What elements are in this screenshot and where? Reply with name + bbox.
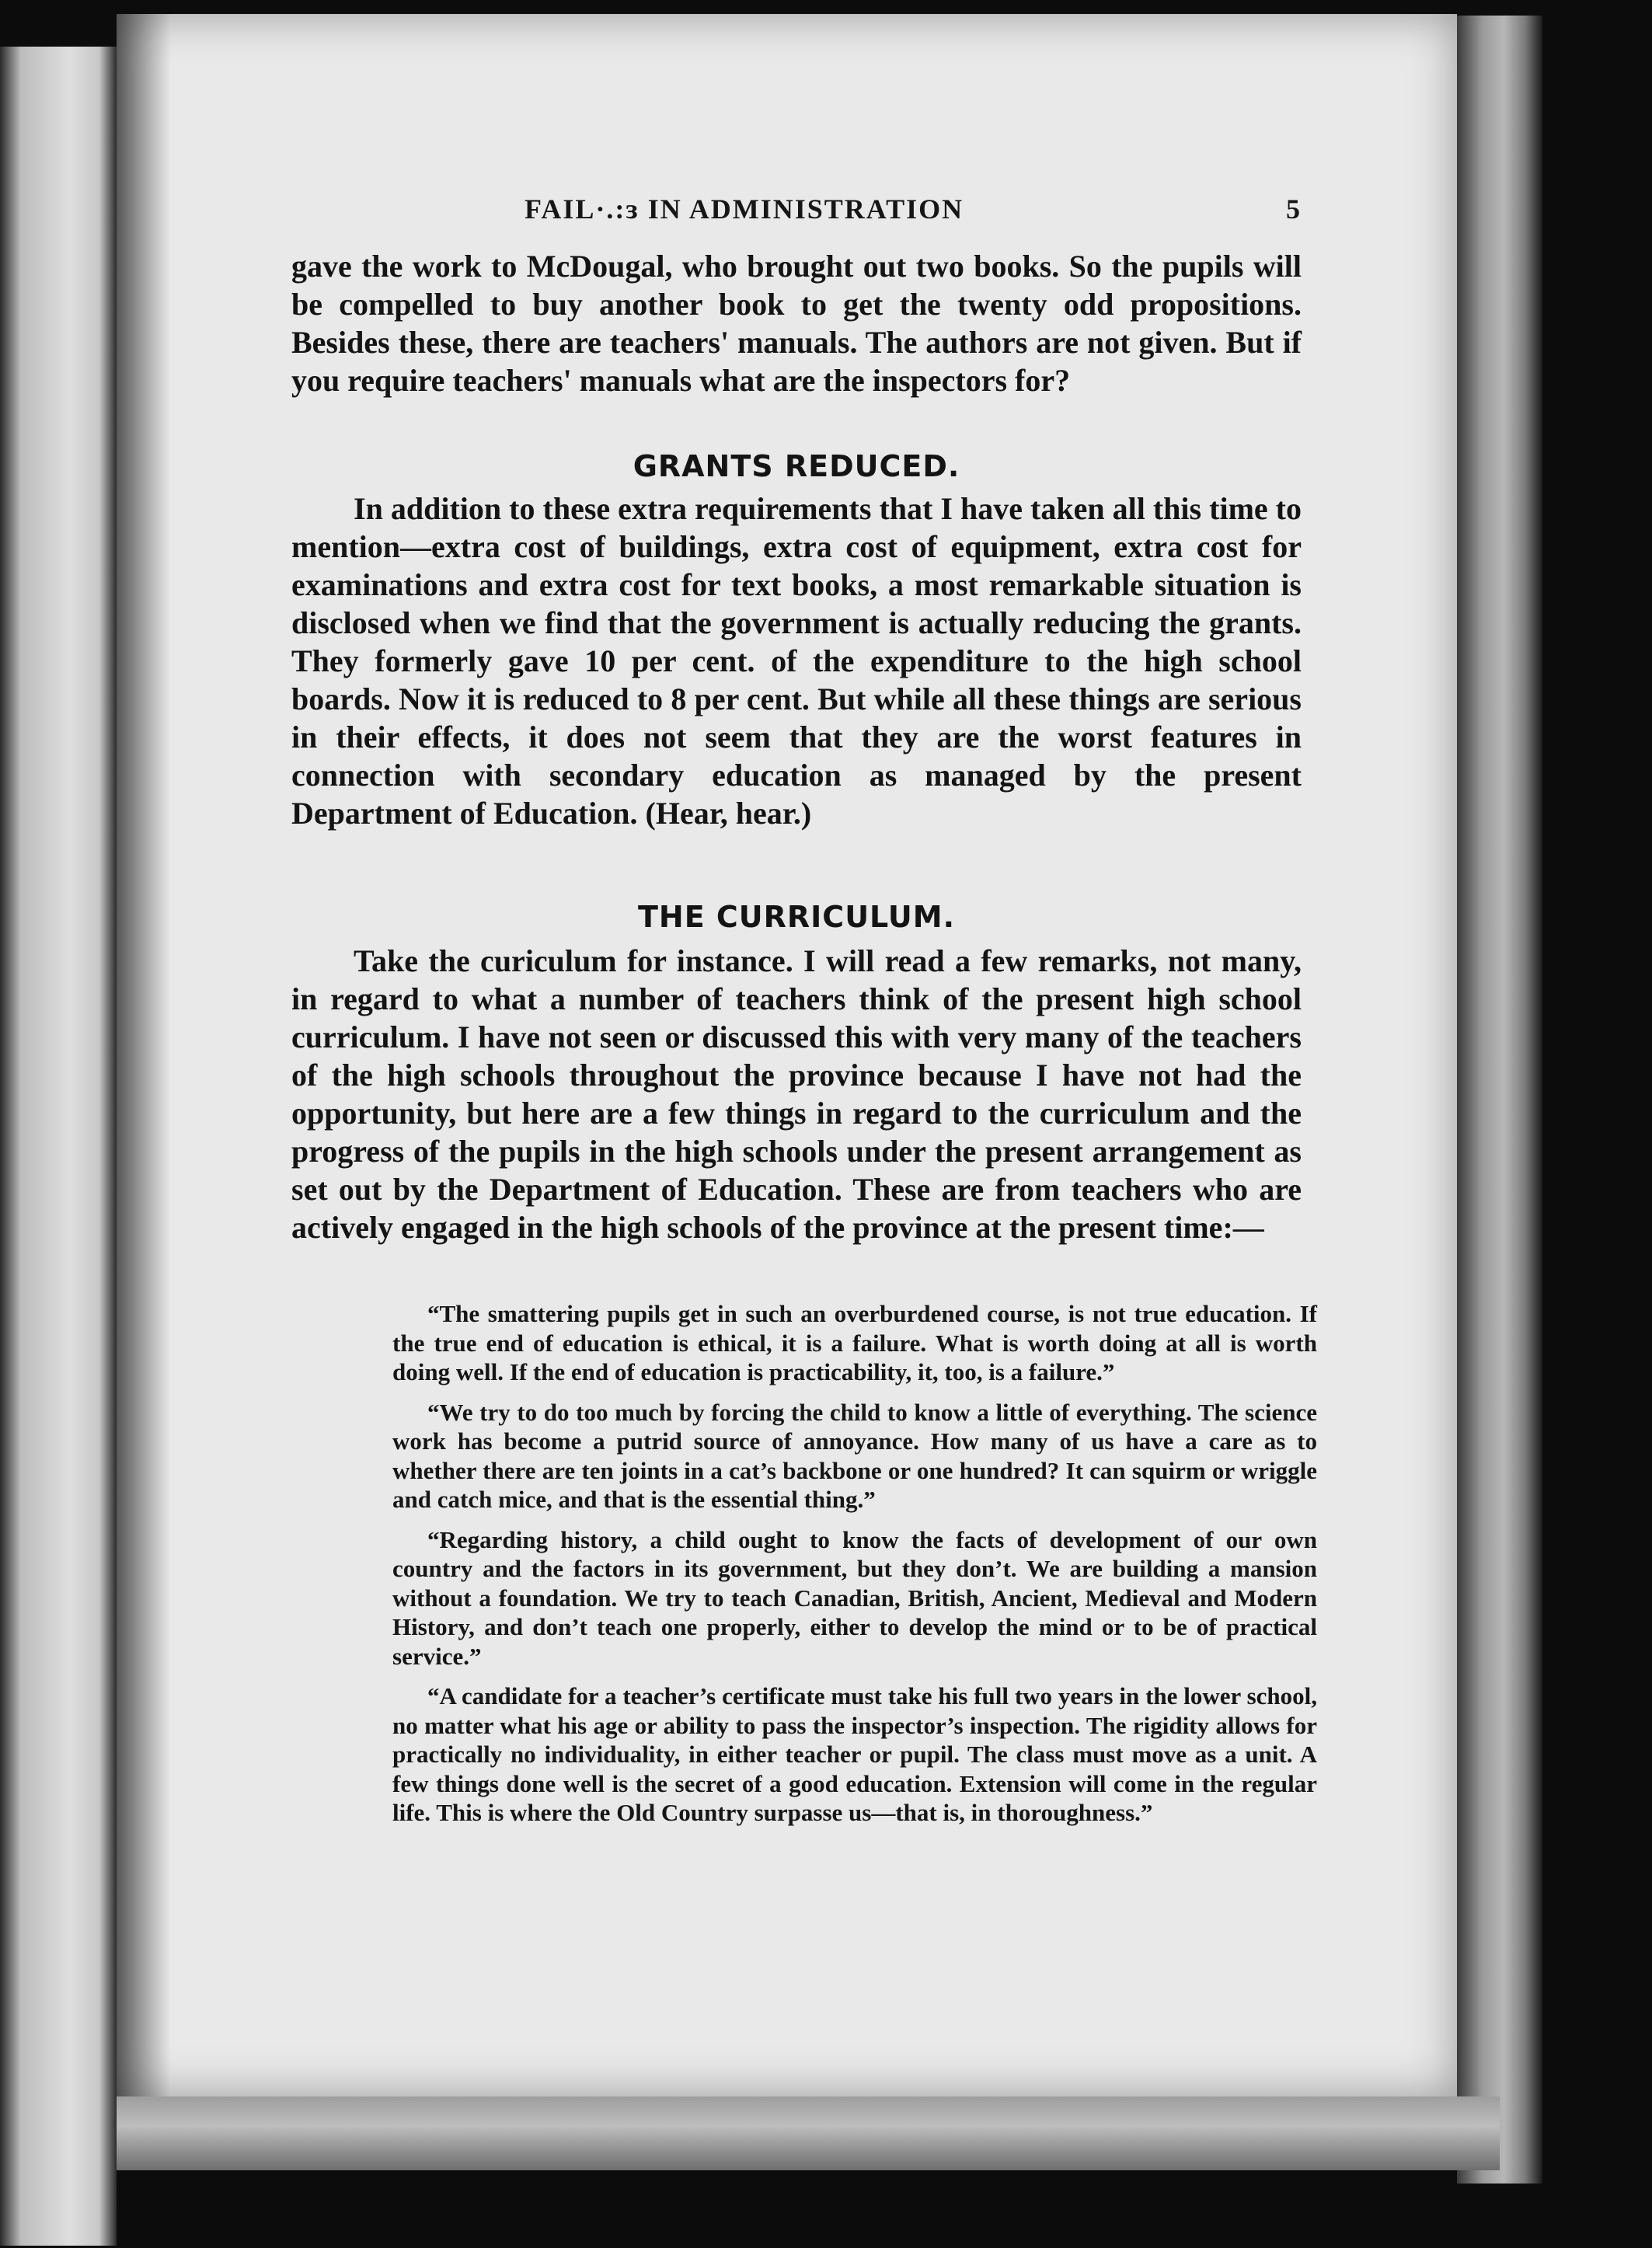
facing-page-edge xyxy=(0,47,117,2246)
curriculum-heading: THE CURRICULUM. xyxy=(637,900,956,934)
grants-reduced-paragraph: In addition to these extra requirements that I have taken all this time to mention—extra cost of buildings, extra cost of equipment, extra cost for examinations and extra cost for text books, a most remarkable situation is disclosed when we find that the government is actually reducing the grants. They formerly gave 10 per cent. of the expenditure to the high school boards. Now it is reduced to 8 per cent. But while all these things are serious in their effects, it does not seem that they are the worst features in connection with secondary education as managed by the present Department of Education. (Hear, hear.) xyxy=(291,491,1302,831)
intro-paragraph: gave the work to McDougal, who brought out two books. So the pupils will be compelled to buy another book to get the twenty odd propositions. Besides these, there are teachers' manuals. The authors are not given. But if you require teachers' manuals what are the inspectors for? xyxy=(291,249,1302,398)
teacher-quotes xyxy=(392,1299,1317,1828)
page-stack-edge-bottom xyxy=(117,2096,1500,2170)
page-stack-edge-right xyxy=(1457,16,1542,2184)
quote-3: “Regarding history, a child ought to know the facts of development of our own country and the factors in its government, but they don’t. We are building a mansion without a foundation. We try to teach Canadian, British, Ancient, Medieval and Modern History, and don’t teach one properly, either to develop the mind or to be of practical service.” xyxy=(392,1525,1317,1670)
curriculum-paragraph: Take the curiculum for instance. I will read a few remarks, not many, in regard to what a number of teachers think of the present high school curriculum. I have not seen or discussed this with very many of the teachers of the high schools throughout the province because I have not had the opportunity, but here are a few things in regard to the curriculum and the progress of the pupils in the high schools under the present arrangement as set out by the Department of Education. These are from teachers who are actively engaged in the high schools of the province at the present time:— xyxy=(291,943,1302,1245)
quote-1: “The smattering pupils get in such an overburdened course, is not true education. If the true end of education is ethical, it is a failure. What is worth doing at all is worth doing well. If the end of education is practicability, it, too, is a failure.” xyxy=(392,1300,1317,1385)
spine-shadow xyxy=(117,14,171,2096)
quote-2: “We try to do too much by forcing the child to know a little of everything. The science work has become a putrid source of annoyance. How many of us have a care as to whether there are ten joints in a cat’s backbone or one hundred? It can squirm or wriggle and catch mice, and that is the essential thing.” xyxy=(392,1398,1317,1513)
page-number: 5 xyxy=(1286,193,1302,225)
running-head xyxy=(307,193,1302,232)
quote-4: “A candidate for a teacher’s certificate must take his full two years in the lower school, no matter what his age or ability to pass the inspector’s inspection. The rigidity allows for practically no individuality, in either teacher or pupil. The class must move as a unit. A few things done well is the secret of a good education. Extension will come in the regular life. This is where the Old Country surpasse us—that is, in thoroughness.” xyxy=(392,1682,1317,1826)
running-head-title: FAIL·.:ɜ IN ADMINISTRATION xyxy=(525,193,964,225)
grants-reduced-heading: GRANTS REDUCED. xyxy=(633,449,960,483)
